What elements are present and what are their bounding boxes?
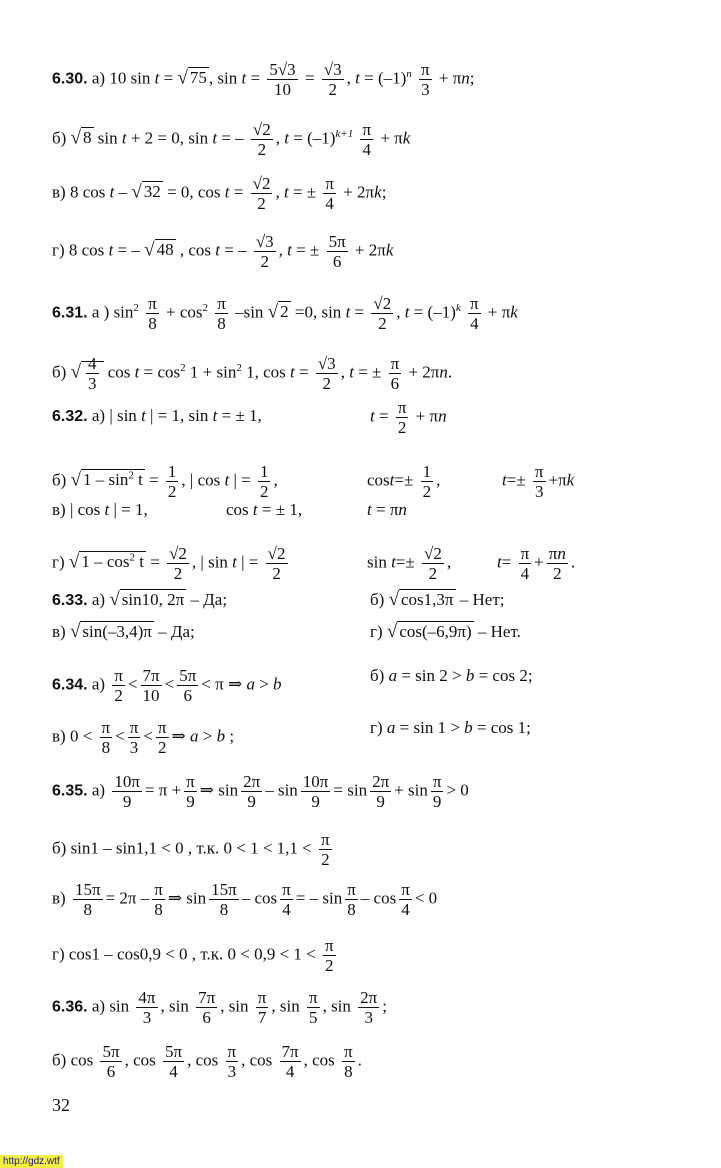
- problem-number: 6.30.: [52, 70, 88, 88]
- item-label: а): [91, 674, 106, 694]
- line-631a: 6.31. а ) $\sin^2$ $\frac{\pi}{8}$ + $\cos^2$ $\frac{\pi}{8}$ –sin √ 2 =0, sin t = $\frac{√2}{2}$ , $t = (-1)^k$ $\frac{\pi}{4}$ + πk: [52, 294, 518, 333]
- item-label: б): [52, 1050, 67, 1070]
- problem-number: 6.31.: [52, 304, 88, 322]
- problem-number: 6.36.: [52, 998, 88, 1016]
- line-635g: г) cos1 – cos0,9 < 0 , т.к. 0 < 0,9 < 1 < $\frac{\pi}{2}$: [52, 936, 334, 975]
- since-label: т.к.: [196, 838, 220, 858]
- line-635v: в) $\frac{15\pi}{8}$ = 2π – $\frac{\pi}{8}$ ⇒ sin $\frac{15\pi}{8}$ – cos $\frac{\pi}{4}$ = – sin $\frac{\pi}{8}$ – cos $\frac{\pi}{4}$ < 0: [52, 880, 438, 919]
- item-label: а): [91, 590, 106, 609]
- line-635b: б) sin1 – sin1,1 < 0 , т.к. 0 < 1 < 1,1 < $\frac{\pi}{2}$: [52, 830, 330, 869]
- item-label: в): [52, 726, 66, 746]
- line-632v: в) | cos t | = 1, cos t = ± 1, t = πn: [52, 500, 407, 519]
- item-label: а): [91, 68, 106, 88]
- line-634v: в) 0 < $\frac{\pi}{8}$ < $\frac{\pi}{3}$ < $\frac{\pi}{2}$ ⇒ a > b ; г) a = sin 1 > b = cos 1;: [52, 718, 531, 757]
- item-label: в): [52, 622, 66, 641]
- line-632a: 6.32. а) | sin t | = 1, sin t = ± 1, t = $\frac{\pi}{2}$ + πn: [52, 398, 447, 437]
- item-label: а): [91, 780, 106, 800]
- item-label: б): [370, 590, 385, 609]
- line-630g: г) 8 cos t = – √ 48 , cos t = – $\frac{√3}{2}$ , t = ± $\frac{5\pi}{6}$ + 2πk: [52, 232, 394, 271]
- item-label: а ): [91, 302, 110, 322]
- line-636b: б) cos $\frac{5\pi}{6}$ , cos $\frac{5\pi}{4}$ , cos $\frac{\pi}{3}$ , cos $\frac{7\pi}{4}$ , cos $\frac{\pi}{8}$ .: [52, 1042, 362, 1081]
- line-631b: б) √ $\frac{4}{3}$ $\cos t = \cos^2 1 + \sin^2 1$, cos t = $\frac{√3}{2}$ , t = ± $\frac{\pi}{6}$ + 2πn.: [52, 354, 453, 393]
- answer-no: – Нет;: [459, 590, 505, 609]
- item-label: а): [91, 996, 106, 1016]
- item-label: г): [52, 944, 65, 964]
- item-label: в): [52, 500, 66, 519]
- problem-number: 6.35.: [52, 782, 88, 800]
- page-number: 32: [52, 1095, 70, 1115]
- item-label: а): [91, 406, 106, 425]
- answer-no: – Нет.: [477, 622, 521, 641]
- problem-number: 6.33.: [52, 592, 88, 609]
- answer-yes: – Да;: [190, 590, 228, 609]
- problem-number: 6.32.: [52, 408, 88, 425]
- line-633v: в) √ sin(–3,4)π – Да; г) √ cos(–6,9π) – Нет.: [52, 621, 521, 642]
- item-label: в): [52, 888, 66, 908]
- watermark-link[interactable]: http://gdz.wtf: [0, 1155, 63, 1168]
- line-635a: 6.35. а) $\frac{10\pi}{9}$ = π + $\frac{\pi}{9}$ ⇒ sin $\frac{2\pi}{9}$ – sin $\frac{10\pi}{9}$ = sin $\frac{2\pi}{9}$ + sin $\frac{\pi}{9}$ > 0: [52, 772, 469, 811]
- item-label: б): [52, 838, 67, 858]
- item-label: б): [52, 128, 67, 148]
- line-633a: 6.33. а) √ sin10, 2π – Да; б) √ cos1,3π – Нет;: [52, 589, 505, 610]
- answer-yes: – Да;: [158, 622, 195, 641]
- item-label: б): [52, 362, 67, 382]
- item-label: б): [370, 666, 385, 685]
- line-636a: 6.36. а) sin $\frac{4\pi}{3}$ , sin $\frac{7\pi}{6}$ , sin $\frac{\pi}{7}$ , sin $\frac{\pi}{5}$ , sin $\frac{2\pi}{3}$ ;: [52, 988, 387, 1027]
- line-630a: 6.30. а) 10 sin t = √ 75 , sin t = $\frac{5√3}{10}$ = $\frac{√3}{2}$ , $t = (-1)^n$ $\frac{\pi}{3}$ + πn;: [52, 60, 475, 99]
- line-632g: г) √ $1 - \cos^2 t$ = $\frac{√2}{2}$ , | sin t | = $\frac{√2}{2}$ sin t=± $\frac{√2}{2}$ , t= $\frac{\pi}{4}$ + $\frac{\pi n}{2}$ .: [52, 544, 576, 583]
- line-630v: в) 8 cos t – √ 32 = 0, cos t = $\frac{√2}{2}$ , t = ± $\frac{\pi}{4}$ + 2πk;: [52, 174, 387, 213]
- line-630b: б) √ 8 sin t + 2 = 0, sin t = – $\frac{√2}{2}$ , $t = (-1)^{k+1}$ $\frac{\pi}{4}$ + πk: [52, 120, 411, 159]
- line-632b: б) √ $1 - \sin^2 t$ = $\frac{1}{2}$ , | cos t | = $\frac{1}{2}$ , cost=± $\frac{1}{2}$ , t=± $\frac{\pi}{3}$ +πk: [52, 462, 575, 501]
- item-label: г): [52, 240, 65, 260]
- item-label: в): [52, 182, 66, 202]
- since-label: т.к.: [200, 944, 224, 964]
- item-label: г): [370, 718, 383, 737]
- item-label: г): [52, 552, 65, 572]
- item-label: б): [52, 470, 67, 490]
- item-label: г): [370, 622, 383, 641]
- problem-number: 6.34.: [52, 676, 88, 694]
- line-634a: 6.34. а) $\frac{\pi}{2}$ < $\frac{7\pi}{10}$ < $\frac{5\pi}{6}$ < π ⇒ a > b б) a = sin 2 > b = cos 2;: [52, 666, 533, 705]
